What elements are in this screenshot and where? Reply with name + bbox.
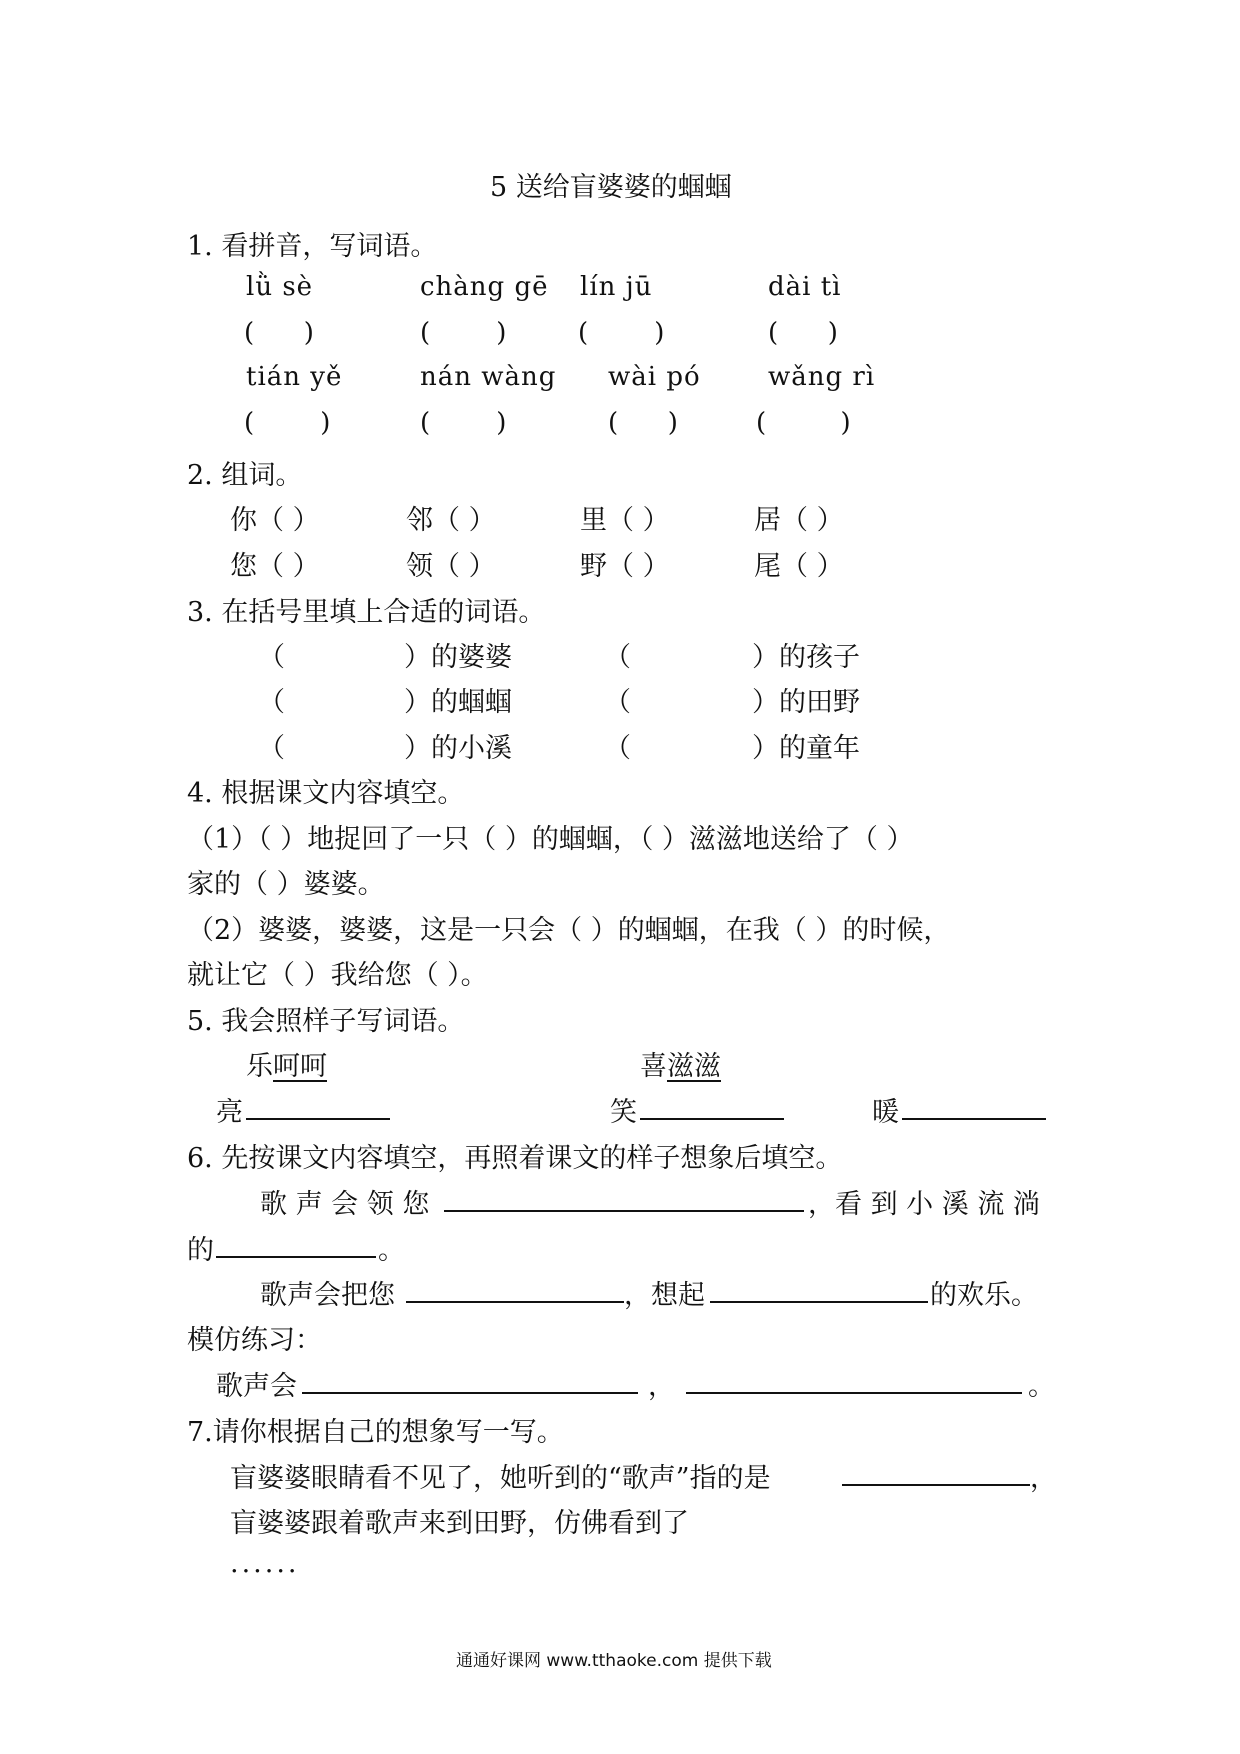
word-item[interactable]: 居（ ） <box>754 505 844 536</box>
q7-ellipsis: ...... <box>230 1548 300 1579</box>
answer-line[interactable] <box>246 1118 390 1120</box>
word-item[interactable]: 尾（ ） <box>754 551 844 582</box>
pinyin-daiti: dài tì <box>768 272 842 302</box>
example-2 <box>640 1044 721 1083</box>
sentence-2b[interactable]: 就让它（ ）我给您（ ）。 <box>187 960 488 991</box>
q6-line2-start: 的 <box>187 1235 214 1266</box>
question-4-label: 4. 根据课文内容填空。 <box>187 778 465 809</box>
pinyin-ls: lǜ sè <box>246 272 314 302</box>
question-3-label: 3. 在括号里填上合适的词语。 <box>187 597 546 628</box>
question-5-label: 5. 我会照样子写词语。 <box>187 1006 465 1037</box>
answer-paren[interactable]: ( ) <box>420 318 507 348</box>
word-item[interactable]: 里（ ） <box>580 505 670 536</box>
fill-phrase[interactable]: ）的童年 <box>752 733 860 764</box>
open-paren: （ <box>258 687 285 718</box>
answer-line[interactable] <box>686 1392 1022 1394</box>
word-item[interactable]: 领（ ） <box>406 551 496 582</box>
q7-line1-end: ， <box>1030 1463 1057 1494</box>
open-paren: （ <box>604 687 631 718</box>
fill-phrase[interactable]: ）的田野 <box>752 687 860 718</box>
example-2-tail: 滋滋 <box>667 1051 721 1082</box>
answer-paren[interactable]: ( ) <box>756 408 851 438</box>
question-6-label: 6. 先按课文内容填空，再照着课文的样子想象后填空。 <box>187 1143 843 1174</box>
open-paren: （ <box>258 733 285 764</box>
fill-phrase[interactable]: ）的蝈蝈 <box>404 687 512 718</box>
open-paren: （ <box>258 642 285 673</box>
page-title: 5 送给盲婆婆的蝈蝈 <box>490 172 732 203</box>
word-item[interactable]: 野（ ） <box>580 551 670 582</box>
answer-line[interactable] <box>216 1256 376 1258</box>
fill-phrase[interactable]: ）的小溪 <box>404 733 512 764</box>
example-1-head: 乐 <box>246 1051 273 1082</box>
pinyin-waipo: wài pó <box>608 362 701 392</box>
word-nuan: 暖 <box>872 1097 899 1128</box>
fill-phrase[interactable]: ）的孩子 <box>752 642 860 673</box>
open-paren: （ <box>604 733 631 764</box>
example-1 <box>246 1044 327 1083</box>
q6-line2-end: 。 <box>378 1235 405 1266</box>
q6-line4-end: 。 <box>1028 1371 1055 1402</box>
pinyin-changge: chàng gē <box>420 272 549 302</box>
answer-paren[interactable]: ( ) <box>420 408 507 438</box>
answer-paren[interactable]: ( ) <box>244 408 331 438</box>
word-liang: 亮 <box>216 1097 243 1128</box>
q6-line3-end: 的欢乐。 <box>930 1280 1038 1311</box>
q6-line1-end: ，看 到 小 溪 流 淌 <box>808 1189 1040 1220</box>
word-item[interactable]: 您（ ） <box>230 551 320 582</box>
sentence-1a[interactable]: （1）（ ）地捉回了一只（ ）的蝈蝈，（ ）滋滋地送给了（ ） <box>187 824 914 855</box>
q7-line2: 盲婆婆跟着歌声来到田野，仿佛看到了 <box>230 1508 689 1539</box>
word-item[interactable]: 邻（ ） <box>406 505 496 536</box>
answer-line[interactable] <box>640 1118 784 1120</box>
q6-line3-start: 歌声会把您 <box>260 1280 395 1311</box>
pinyin-linju: lín jū <box>580 272 653 302</box>
question-7-label: 7.请你根据自己的想象写一写。 <box>187 1417 564 1448</box>
sentence-1b[interactable]: 家的（ ）婆婆。 <box>187 869 385 900</box>
answer-line[interactable] <box>406 1301 624 1303</box>
example-1-tail: 呵呵 <box>273 1051 327 1082</box>
answer-line[interactable] <box>902 1118 1046 1120</box>
fill-phrase[interactable]: ）的婆婆 <box>404 642 512 673</box>
q7-line1: 盲婆婆眼睛看不见了，她听到的“歌声”指的是 <box>230 1463 771 1494</box>
pinyin-tianye: tián yě <box>246 362 343 392</box>
question-2-label: 2. 组词。 <box>187 460 303 491</box>
answer-paren[interactable]: ( ) <box>608 408 678 438</box>
answer-line[interactable] <box>842 1484 1030 1486</box>
word-item[interactable]: 你（ ） <box>230 505 320 536</box>
answer-line[interactable] <box>444 1210 804 1212</box>
q6-line1-start: 歌 声 会 领 您 <box>260 1189 430 1220</box>
word-xiao: 笑 <box>610 1097 637 1128</box>
q6-line4-comma: ， <box>648 1371 675 1402</box>
sentence-2a[interactable]: （2）婆婆，婆婆，这是一只会（ ）的蝈蝈，在我（ ）的时候， <box>187 915 951 946</box>
footer-source: 通通好课网 www.tthaoke.com 提供下载 <box>456 1651 772 1671</box>
q6-line4-start: 歌声会 <box>216 1371 297 1402</box>
answer-paren[interactable]: ( ) <box>578 318 665 348</box>
open-paren: （ <box>604 642 631 673</box>
answer-line[interactable] <box>710 1301 928 1303</box>
pinyin-wangri: wǎng rì <box>768 362 876 392</box>
q6-line3-mid: ，想起 <box>624 1280 705 1311</box>
example-2-head: 喜 <box>640 1051 667 1082</box>
answer-line[interactable] <box>302 1392 638 1394</box>
question-1-label: 1. 看拼音，写词语。 <box>187 231 438 262</box>
pinyin-nanwang: nán wàng <box>420 362 557 392</box>
imitate-label: 模仿练习： <box>187 1325 322 1356</box>
answer-paren[interactable]: ( ) <box>768 318 838 348</box>
answer-paren[interactable]: ( ) <box>244 318 314 348</box>
